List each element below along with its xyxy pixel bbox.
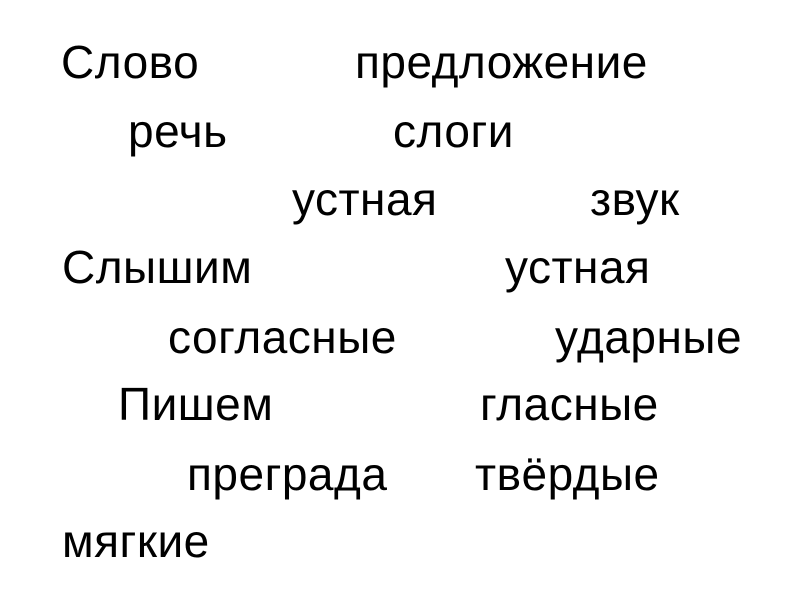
word-myagkie: мягкие <box>62 515 210 567</box>
word-pregrada: преграда <box>187 448 388 500</box>
word-tvyordye: твёрдые <box>475 448 660 500</box>
word-predlozhenie: предложение <box>355 36 648 88</box>
word-zvuk: звук <box>590 173 680 225</box>
word-pishem: Пишем <box>118 378 274 430</box>
word-glasnye: гласные <box>480 378 659 430</box>
word-rech: речь <box>128 105 228 157</box>
word-slogi: слоги <box>393 105 514 157</box>
word-udarnye: ударные <box>555 311 743 363</box>
word-ustnaya-1: устная <box>292 173 438 225</box>
word-ustnaya-2: устная <box>505 241 651 293</box>
word-slyshim: Слышим <box>62 241 253 293</box>
word-slovo: Слово <box>61 36 200 88</box>
word-soglasnye: согласные <box>168 311 397 363</box>
